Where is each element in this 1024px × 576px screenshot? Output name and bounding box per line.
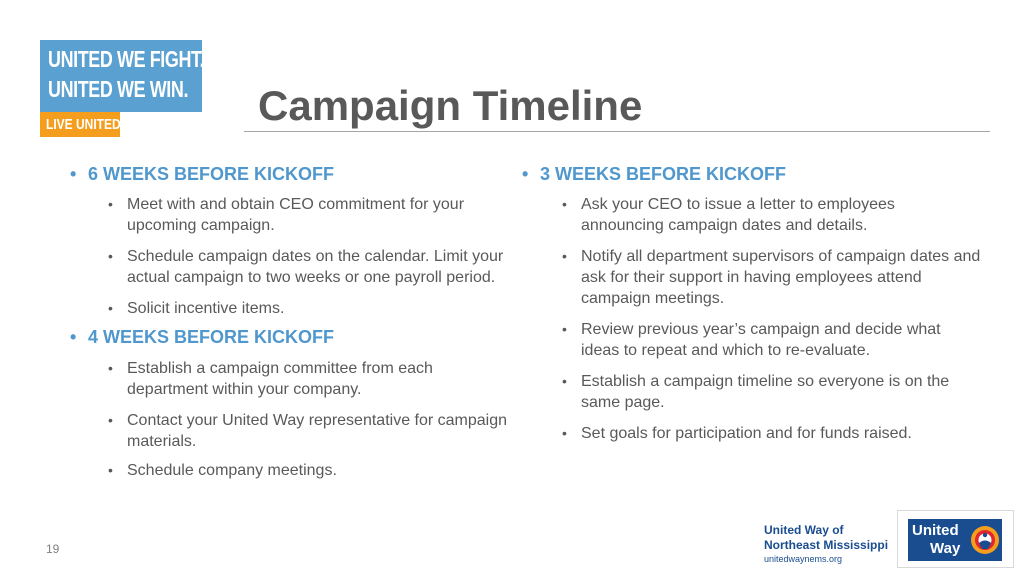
uw-logo-text-1: United bbox=[912, 522, 959, 539]
bullet-icon: • bbox=[562, 196, 567, 212]
org-website: unitedwaynems.org bbox=[764, 554, 843, 564]
bullet-icon: • bbox=[562, 373, 567, 389]
list-item bbox=[70, 460, 510, 481]
list-item bbox=[70, 246, 510, 288]
item-text: Establish a campaign timeline so everyone is on the same page. bbox=[581, 373, 950, 411]
page-number: 19 bbox=[46, 542, 60, 556]
list-item bbox=[522, 319, 982, 361]
bullet-icon: • bbox=[108, 360, 113, 376]
org-name bbox=[764, 523, 888, 553]
right-column bbox=[522, 162, 982, 454]
list-item bbox=[522, 246, 982, 309]
left-column bbox=[70, 162, 510, 491]
item-text: Ask your CEO to issue a letter to employees announcing campaign dates and details. bbox=[581, 196, 895, 234]
logo-orange-block bbox=[40, 112, 120, 137]
item-text: Notify all department supervisors of campaign dates and ask for their support in having employees attend campaign meetings. bbox=[581, 248, 981, 307]
bullet-icon: • bbox=[562, 425, 567, 441]
item-text: Solicit incentive items. bbox=[127, 300, 285, 317]
logo-line-1: UNITED WE FIGHT. bbox=[48, 46, 205, 72]
logo-line-3: LIVE UNITED bbox=[46, 116, 121, 133]
org-name-line-1: United Way of bbox=[764, 523, 844, 537]
item-text: Review previous year’s campaign and decide what ideas to repeat and which to re-evaluate. bbox=[581, 321, 941, 359]
list-item bbox=[522, 194, 982, 236]
uw-person-icon bbox=[983, 533, 987, 537]
bullet-icon: • bbox=[108, 462, 113, 478]
list-item bbox=[70, 358, 510, 400]
bullet-icon: • bbox=[70, 327, 77, 347]
logo-line-2: UNITED WE WIN. bbox=[48, 76, 189, 102]
item-text: Set goals for participation and for funds raised. bbox=[581, 425, 912, 442]
bullet-icon: • bbox=[70, 164, 77, 184]
heading-text: 3 WEEKS BEFORE KICKOFF bbox=[540, 164, 787, 184]
section-heading-3-weeks bbox=[522, 162, 982, 186]
uw-logo-text-2: Way bbox=[930, 540, 961, 557]
item-text: Meet with and obtain CEO commitment for your upcoming campaign. bbox=[127, 196, 465, 234]
list-item bbox=[70, 410, 510, 452]
list-item bbox=[70, 194, 510, 236]
bullet-icon: • bbox=[562, 248, 567, 264]
item-text: Contact your United Way representative for campaign materials. bbox=[127, 412, 508, 450]
slide-title: Campaign Timeline bbox=[258, 82, 643, 129]
logo-blue-block bbox=[40, 40, 205, 112]
united-we-fight-logo bbox=[40, 40, 205, 137]
item-text: Establish a campaign committee from each department within your company. bbox=[127, 360, 433, 398]
section-heading-4-weeks bbox=[70, 325, 510, 349]
title-divider bbox=[244, 131, 990, 132]
section-heading-6-weeks bbox=[70, 162, 510, 186]
item-text: Schedule campaign dates on the calendar. Limit your actual campaign to two weeks or one payroll period. bbox=[127, 248, 504, 286]
item-text: Schedule company meetings. bbox=[127, 462, 337, 479]
bullet-icon: • bbox=[108, 196, 113, 212]
list-item bbox=[522, 371, 982, 413]
bullet-icon: • bbox=[108, 412, 113, 428]
bullet-icon: • bbox=[522, 164, 529, 184]
list-item bbox=[522, 423, 982, 444]
united-way-logo-box bbox=[897, 510, 1014, 568]
bullet-icon: • bbox=[108, 248, 113, 264]
bullet-icon: • bbox=[562, 321, 567, 337]
org-name-line-2: Northeast Mississippi bbox=[764, 538, 889, 552]
heading-text: 6 WEEKS BEFORE KICKOFF bbox=[88, 164, 335, 184]
list-item bbox=[70, 298, 510, 319]
bullet-icon: • bbox=[108, 300, 113, 316]
united-way-logo-icon bbox=[908, 519, 1002, 561]
heading-text: 4 WEEKS BEFORE KICKOFF bbox=[88, 327, 335, 347]
